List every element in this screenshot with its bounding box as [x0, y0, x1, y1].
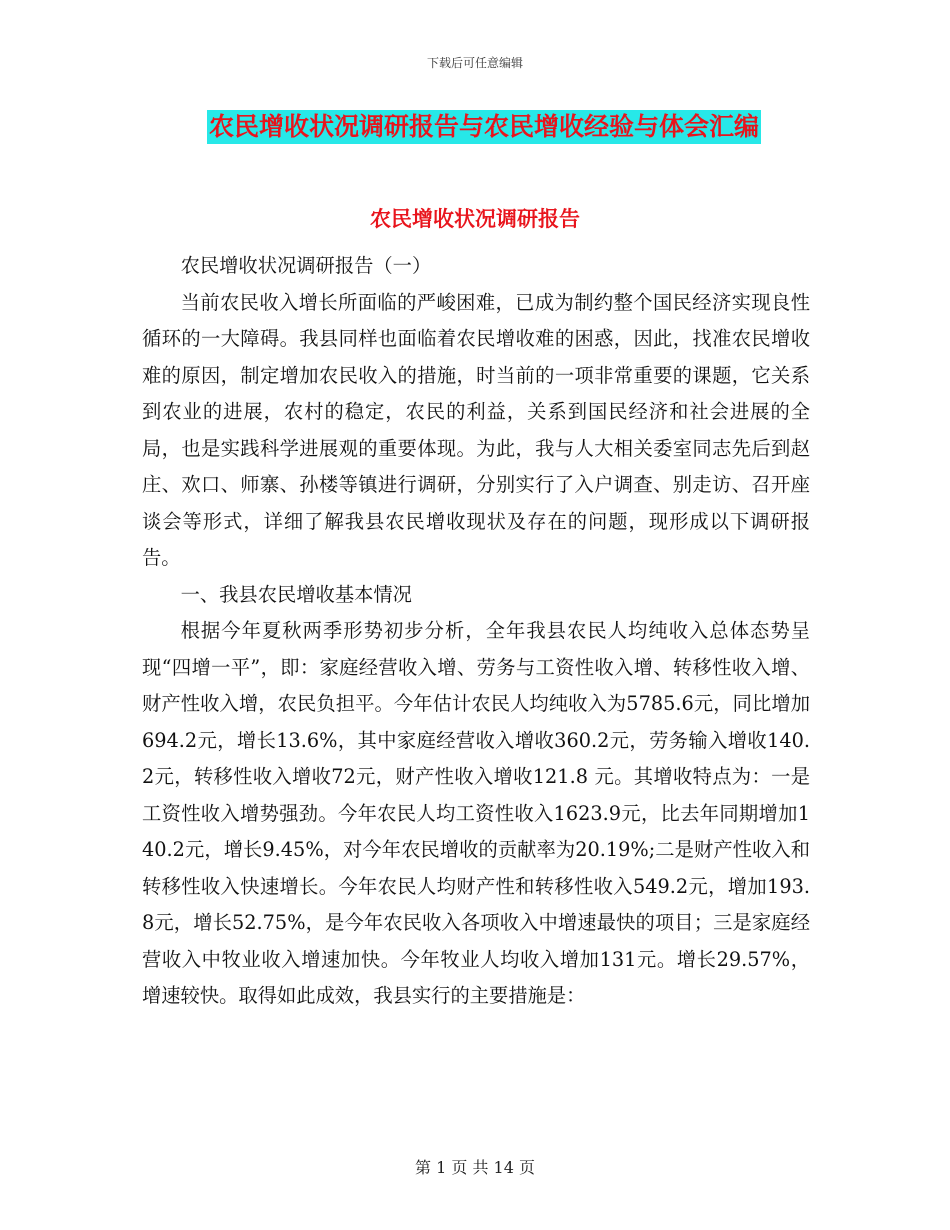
- report-subtitle: 农民增收状况调研报告（一）: [180, 254, 432, 277]
- section-heading: 一、我县农民增收基本情况: [180, 582, 412, 606]
- document-title: 农民增收状况调研报告与农民增收经验与体会汇编: [207, 110, 761, 144]
- page-number: 第 1 页 共 14 页: [415, 1158, 535, 1177]
- body-paragraph: 根据今年夏秋两季形势初步分析，全年我县农民人均纯收入总体态势呈现“四增一平”，即：家庭经营收入增、劳务与工资性收入增、转移性收入增、财产性收入增，农民负担平。今年估计农民人均纯收入为5785.6元，同比增加694.2元，增长13.6%，其中家庭经营收入增收360.2元，劳务输入增收140.2元，转移性收入增收72元，财产性收入增收121.8 元。其增收特点为：一是工资性收入增势强劲。今年农民人均工资性收入1623.9元，比去年同期增加140.2元，增长9.45%，对今年农民增收的贡献率为20.19%;二是财产性收入和转移性收入快速增长。今年农民人均财产性和转移性收入549.2元，增加193.8元，增长52.75%，是今年农民收入各项收入中增速最快的项目；三是家庭经营收入中牧业收入增速加快。今年牧业人均收入增加131元。增长29.57%，增速较快。取得如此成效，我县实行的主要措施是：: [142, 619, 810, 1007]
- header-note: 下载后可任意编辑: [426, 56, 523, 70]
- section-title: 农民增收状况调研报告: [370, 207, 580, 231]
- intro-paragraph: 当前农民收入增长所面临的严峻困难，已成为制约整个国民经济实现良性循环的一大障碍。我县同样也面临着农民增收难的困惑，因此，找准农民增收难的原因，制定增加农民收入的措施，时当前的一项非常重要的课题，它关系到农业的进展，农村的稳定，农民的利益，关系到国民经济和社会进展的全局，也是实践科学进展观的重要体现。为此，我与人大相关委室同志先后到赵庄、欢口、师寨、孙楼等镇进行调研，分别实行了入户调查、别走访、召开座谈会等形式，详细了解我县农民增收现状及存在的问题，现形成以下调研报告。: [142, 290, 810, 569]
- document-body: [142, 248, 810, 1015]
